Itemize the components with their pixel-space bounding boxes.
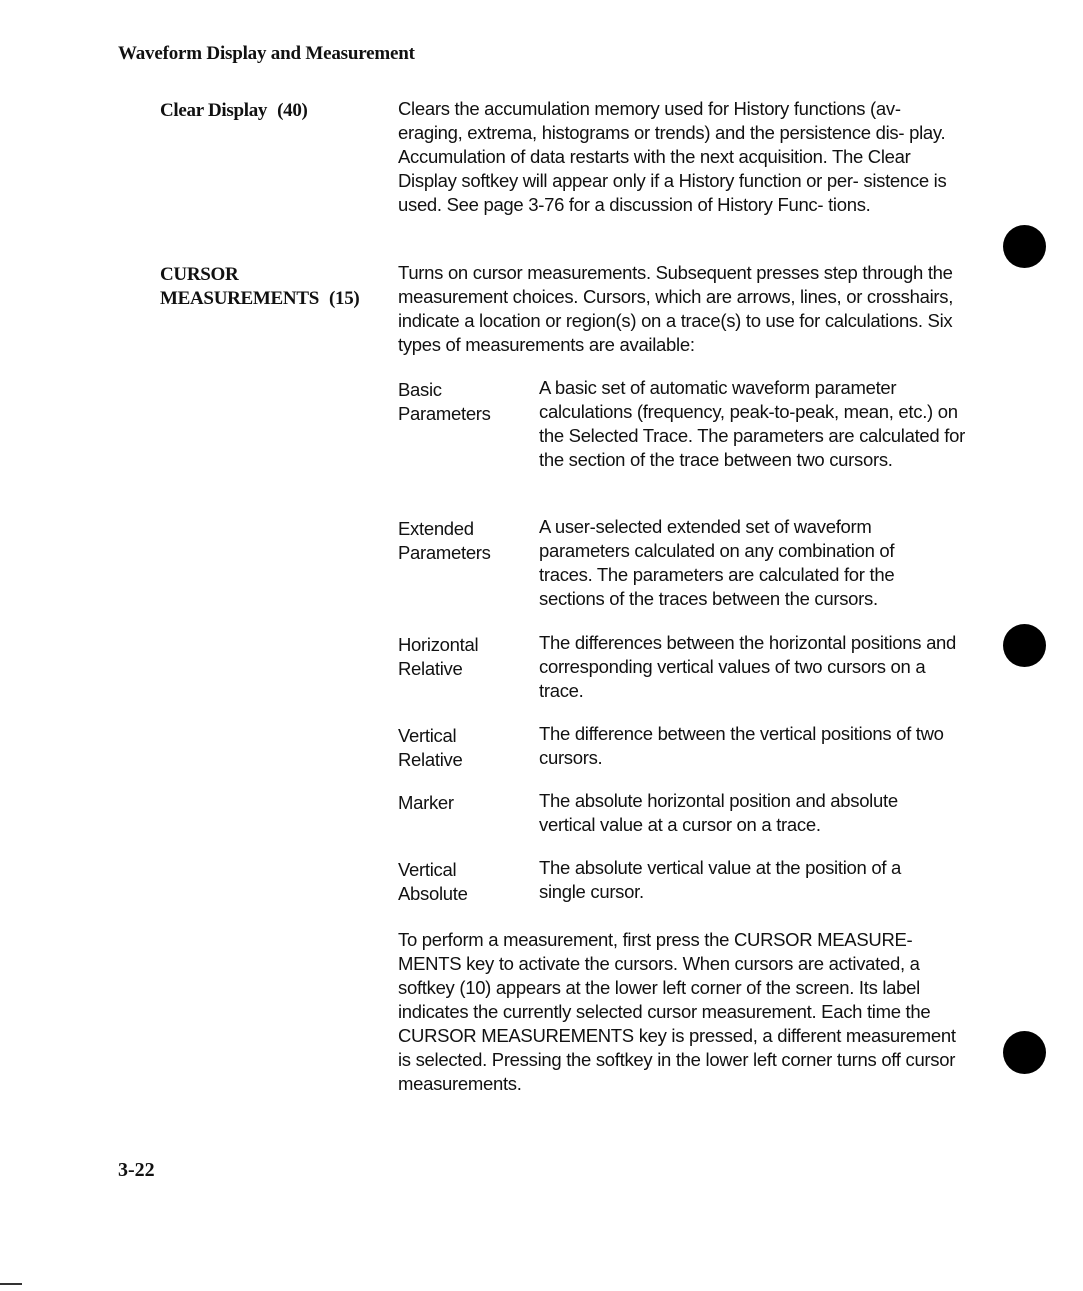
clear-display-description: Clears the accumulation memory used for History functions (av- eraging, extrema, histograms or trends) and the persistence dis- play. Accumulation of data restarts with the next acquisition. The Clear Display softkey will appear only if a History function or per- sistence is used. See page 3-76 for a discussion of History Func- tions. xyxy=(398,98,947,215)
cursor-measurements-label xyxy=(160,263,359,311)
page-number: 3-22 xyxy=(118,1159,155,1181)
measurement-type-description: A basic set of automatic waveform parameter calculations (frequency, peak-to-peak, mean, etc.) on the Selected Trace. The parameters are calculated for the section of the trace between two cursors. xyxy=(539,377,965,470)
punch-hole xyxy=(1003,624,1046,667)
measurement-type-term xyxy=(398,633,528,681)
term-line: Relative xyxy=(398,749,463,770)
measurement-type-term xyxy=(398,724,528,772)
cursor-measurements-label-line1: CURSOR xyxy=(160,264,239,285)
clear-display-key-number: (40) xyxy=(277,100,308,121)
measurement-type-description: The absolute vertical value at the position of a single cursor. xyxy=(539,857,901,902)
term-line: Horizontal xyxy=(398,634,479,655)
term-line: Parameters xyxy=(398,403,491,424)
measurement-type-description: The difference between the vertical positions of two cursors. xyxy=(539,723,944,768)
scan-edge-mark xyxy=(0,1283,22,1285)
cursor-measurements-label-line2: MEASUREMENTS xyxy=(160,288,319,309)
cursor-measurements-key-number: (15) xyxy=(328,288,360,309)
punch-hole xyxy=(1003,225,1046,268)
measurement-type-term xyxy=(398,378,528,426)
term-line: Basic xyxy=(398,379,442,400)
measurement-type-term xyxy=(398,858,528,906)
clear-display-term: Clear Display xyxy=(160,100,268,121)
term-line: Marker xyxy=(398,792,454,813)
term-line: Extended xyxy=(398,518,474,539)
measurement-type-description: The absolute horizontal position and absolute vertical value at a cursor on a trace. xyxy=(539,790,898,835)
measurement-type-description: A user-selected extended set of waveform parameters calculated on any combination of traces. The parameters are calculated for the sections of the traces between the cursors. xyxy=(539,516,895,609)
clear-display-label xyxy=(160,99,308,123)
cursor-measurements-procedure: To perform a measurement, first press the CURSOR MEASURE- MENTS key to activate the cursors. When cursors are activated, a softkey (10) appears at the lower left corner of the screen. Its label indicates the currently selected cursor measurement. Each time the CURSOR MEASUREMENTS key is pressed, a different measurement is selected. Pressing the softkey in the lower left corner turns off cursor measurements. xyxy=(398,929,956,1094)
term-line: Relative xyxy=(398,658,463,679)
term-line: Absolute xyxy=(398,883,468,904)
term-line: Parameters xyxy=(398,542,491,563)
punch-hole xyxy=(1003,1031,1046,1074)
term-line: Vertical xyxy=(398,725,457,746)
measurement-type-term xyxy=(398,517,528,565)
term-line: Vertical xyxy=(398,859,457,880)
measurement-type-term xyxy=(398,791,528,815)
running-header: Waveform Display and Measurement xyxy=(118,43,415,64)
cursor-measurements-intro: Turns on cursor measurements. Subsequent presses step through the measurement choices. Cursors, which are arrows, lines, or crosshairs, indicate a location or region(s) on a trace(s) to use for calculations. Six types of measurements are available: xyxy=(398,262,954,355)
measurement-type-description: The differences between the horizontal positions and corresponding vertical values of two cursors on a trace. xyxy=(539,632,957,701)
